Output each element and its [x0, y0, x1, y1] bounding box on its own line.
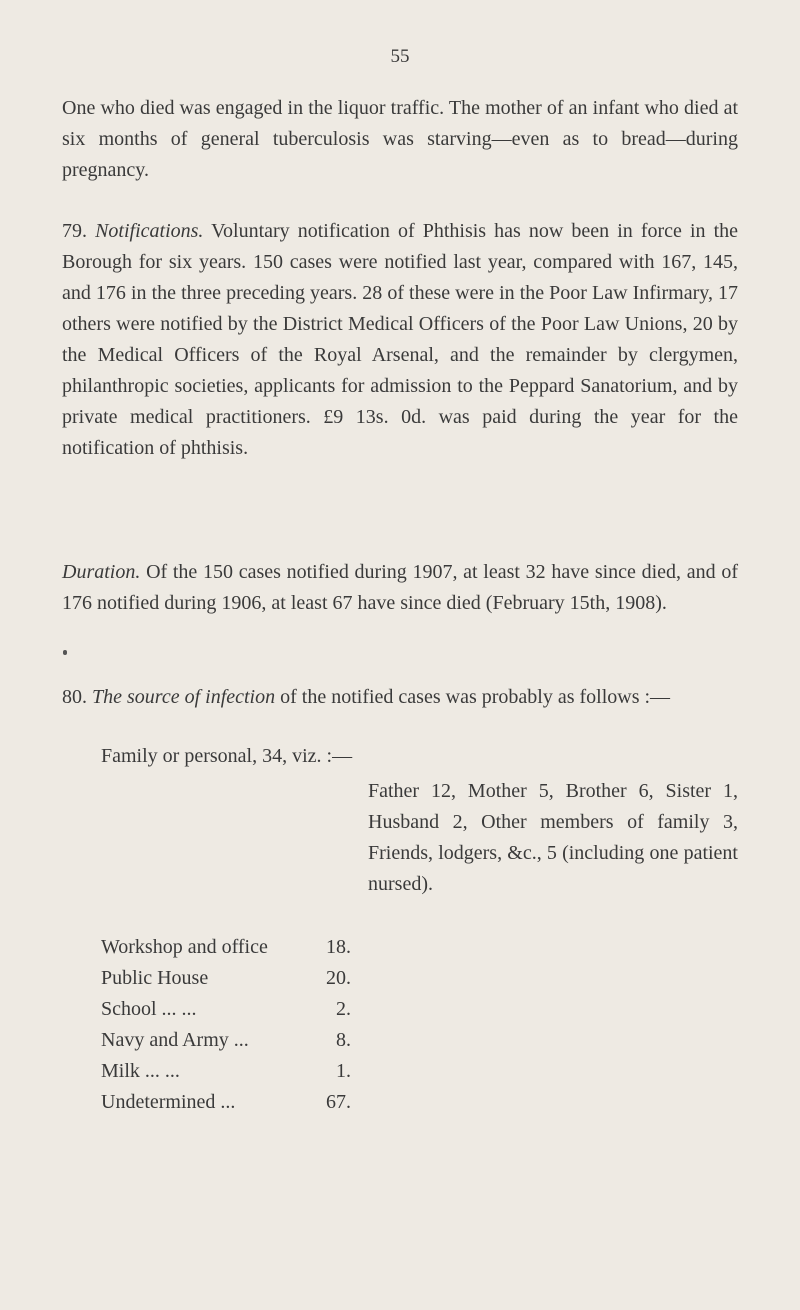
source-label: Navy and Army ... — [101, 1029, 249, 1051]
source-count: 67. — [326, 1091, 351, 1113]
section-number: 79. — [62, 220, 87, 242]
source-count: 1. — [336, 1060, 351, 1082]
source-label: Undetermined ... — [101, 1091, 236, 1113]
paragraph-liquor-traffic: One who died was engaged in the liquor traffic. The mother of an infant who died at six months of general tuberculosis was starving—even as to bread—during pregnancy. — [62, 97, 738, 181]
source-row — [101, 1025, 351, 1056]
paragraph-source-of-infection — [62, 682, 738, 713]
stray-mark — [63, 650, 67, 655]
paragraph-notifications — [62, 216, 738, 464]
section-heading: The source of infection — [92, 686, 276, 708]
source-row — [101, 963, 351, 994]
section-text: Of the 150 cases notified during 1907, at least 32 have since died, and of 176 notified during 1906, at least 67 have since died (February 15th, 1908). — [62, 561, 739, 614]
section-heading: Duration. — [62, 561, 141, 583]
source-count: 20. — [326, 967, 351, 989]
source-label: Milk ... ... — [101, 1060, 180, 1082]
source-row — [101, 1087, 351, 1118]
section-heading: Notifications. — [95, 220, 204, 242]
section-text: of the notified cases was probably as follows :— — [280, 686, 671, 708]
section-number: 80. — [62, 686, 87, 708]
source-row — [101, 932, 351, 963]
paragraph-duration — [62, 557, 738, 619]
page-number: 55 — [390, 46, 410, 67]
source-row — [101, 1056, 351, 1087]
source-label: Public House — [101, 967, 209, 989]
source-count: 18. — [326, 936, 351, 958]
family-detail: Father 12, Mother 5, Brother 6, Sister 1, Husband 2, Other members of family 3, Friends, lodgers, &c., 5 (including one patient nursed). — [368, 780, 738, 895]
source-label: School ... ... — [101, 998, 197, 1020]
section-text: Voluntary notification of Phthisis has now been in force in the Borough for six years. 150 cases were notified last year, compared with 167, 145, and 176 in the three preceding years. 28 of these were in the Poor Law Infirmary, 17 others were notified by the District Medical Officers of the Poor Law Unions, 20 by the Medical Officers of the Royal Arsenal, and the remainder by clergymen, philanthropic societies, applicants for admission to the Peppard Sanatorium, and by private medical practitioners. £9 13s. 0d. was paid during the year for the notification of phthisis. — [62, 220, 739, 459]
source-count: 8. — [336, 1029, 351, 1051]
source-row — [101, 994, 351, 1025]
family-personal-line: Family or personal, 34, viz. :— — [101, 745, 353, 767]
source-label: Workshop and office — [101, 936, 268, 958]
source-count: 2. — [336, 998, 351, 1020]
